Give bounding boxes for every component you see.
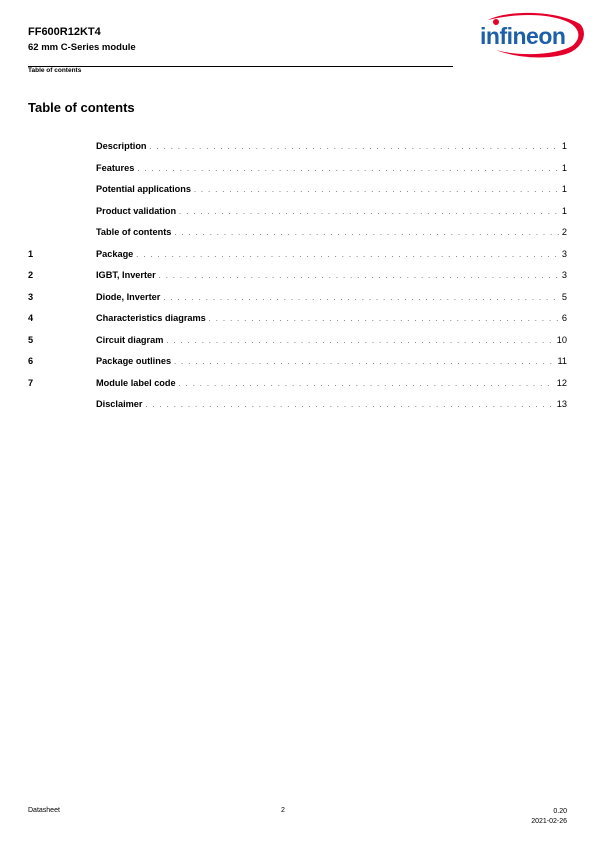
toc-entry	[96, 335, 567, 345]
toc-leader-dots	[174, 230, 560, 237]
toc-entry	[96, 163, 567, 173]
running-section-title: Table of contents	[28, 67, 82, 74]
toc-leader-dots	[166, 338, 554, 345]
table-of-contents	[28, 139, 567, 419]
toc-entry-link[interactable]: Circuit diagram	[96, 334, 164, 345]
toc-entry-link[interactable]: Product validation	[96, 205, 177, 216]
toc-row[interactable]	[28, 397, 567, 419]
toc-entry	[96, 141, 567, 151]
toc-entry-link[interactable]: Module label code	[96, 377, 176, 388]
toc-number: 2	[28, 270, 34, 280]
toc-number: 3	[28, 291, 34, 302]
toc-entry-link[interactable]: Package	[96, 248, 134, 259]
toc-row[interactable]	[28, 354, 567, 376]
toc-entry-link[interactable]: Table of contents	[96, 227, 172, 237]
toc-number: 6	[28, 356, 34, 366]
toc-entry	[96, 378, 567, 388]
toc-row[interactable]	[28, 268, 567, 290]
toc-leader-dots	[194, 187, 560, 194]
footer-date: 2021-02-26	[531, 818, 567, 825]
logo-wordmark: infineon	[480, 23, 566, 49]
toc-leader-dots	[174, 359, 555, 366]
toc-entry	[96, 356, 567, 366]
toc-entry-link[interactable]: Features	[96, 162, 135, 173]
toc-number: 4	[28, 313, 34, 323]
toc-row[interactable]	[28, 333, 567, 355]
toc-leader-dots	[209, 316, 560, 323]
toc-leader-dots	[159, 273, 560, 280]
product-name: FF600R12KT4	[28, 26, 101, 38]
toc-row[interactable]	[28, 204, 567, 226]
infineon-logo-graphic	[476, 10, 586, 62]
toc-entry	[96, 399, 567, 409]
toc-entry-link[interactable]: Description	[96, 141, 147, 151]
toc-entry	[96, 292, 567, 302]
toc-entry-link[interactable]: Disclaimer	[96, 399, 143, 409]
toc-entry-link[interactable]: Package outlines	[96, 356, 172, 366]
footer-page-number: 2	[281, 807, 285, 814]
toc-page-number: 11	[557, 356, 567, 366]
toc-leader-dots	[150, 144, 560, 151]
toc-page-number: 1	[561, 162, 567, 173]
toc-entry-link[interactable]: Characteristics diagrams	[96, 313, 206, 323]
toc-page-number: 2	[561, 227, 567, 237]
toc-row[interactable]	[28, 247, 567, 269]
toc-leader-dots	[179, 381, 555, 388]
toc-leader-dots	[163, 295, 560, 302]
toc-heading: Table of contents	[28, 100, 135, 115]
product-subtitle: 62 mm C-Series module	[28, 42, 136, 53]
toc-page-number: 1	[561, 184, 567, 194]
toc-leader-dots	[179, 209, 560, 216]
toc-leader-dots	[136, 252, 560, 259]
toc-row[interactable]	[28, 311, 567, 333]
toc-page-number: 1	[561, 141, 567, 151]
toc-row[interactable]	[28, 161, 567, 183]
toc-entry	[96, 249, 567, 259]
toc-row[interactable]	[28, 290, 567, 312]
toc-page-number: 3	[561, 270, 567, 280]
footer-revision-block	[531, 807, 567, 827]
toc-leader-dots	[137, 166, 560, 173]
toc-entry-link[interactable]: Potential applications	[96, 184, 191, 194]
toc-page-number: 10	[556, 334, 567, 345]
toc-page-number: 5	[561, 291, 567, 302]
toc-entry	[96, 184, 567, 194]
toc-entry	[96, 270, 567, 280]
toc-row[interactable]	[28, 225, 567, 247]
header-divider	[28, 66, 453, 67]
toc-entry-link[interactable]: IGBT, Inverter	[96, 270, 156, 280]
toc-page-number: 6	[561, 313, 567, 323]
toc-entry	[96, 206, 567, 216]
toc-page-number: 12	[556, 377, 567, 388]
toc-number: 7	[28, 377, 34, 388]
toc-page-number: 1	[561, 205, 567, 216]
toc-page-number: 3	[561, 248, 567, 259]
toc-page-number: 13	[556, 399, 567, 409]
footer-revision: 0.20	[553, 808, 567, 815]
toc-number: 1	[28, 248, 34, 259]
toc-leader-dots	[145, 402, 554, 409]
toc-number: 5	[28, 334, 34, 345]
toc-entry	[96, 227, 567, 237]
infineon-logo	[476, 10, 586, 62]
toc-row[interactable]	[28, 376, 567, 398]
footer-doc-type: Datasheet	[28, 807, 60, 814]
toc-row[interactable]	[28, 182, 567, 204]
toc-entry-link[interactable]: Diode, Inverter	[96, 291, 161, 302]
toc-entry	[96, 313, 567, 323]
toc-row[interactable]	[28, 139, 567, 161]
